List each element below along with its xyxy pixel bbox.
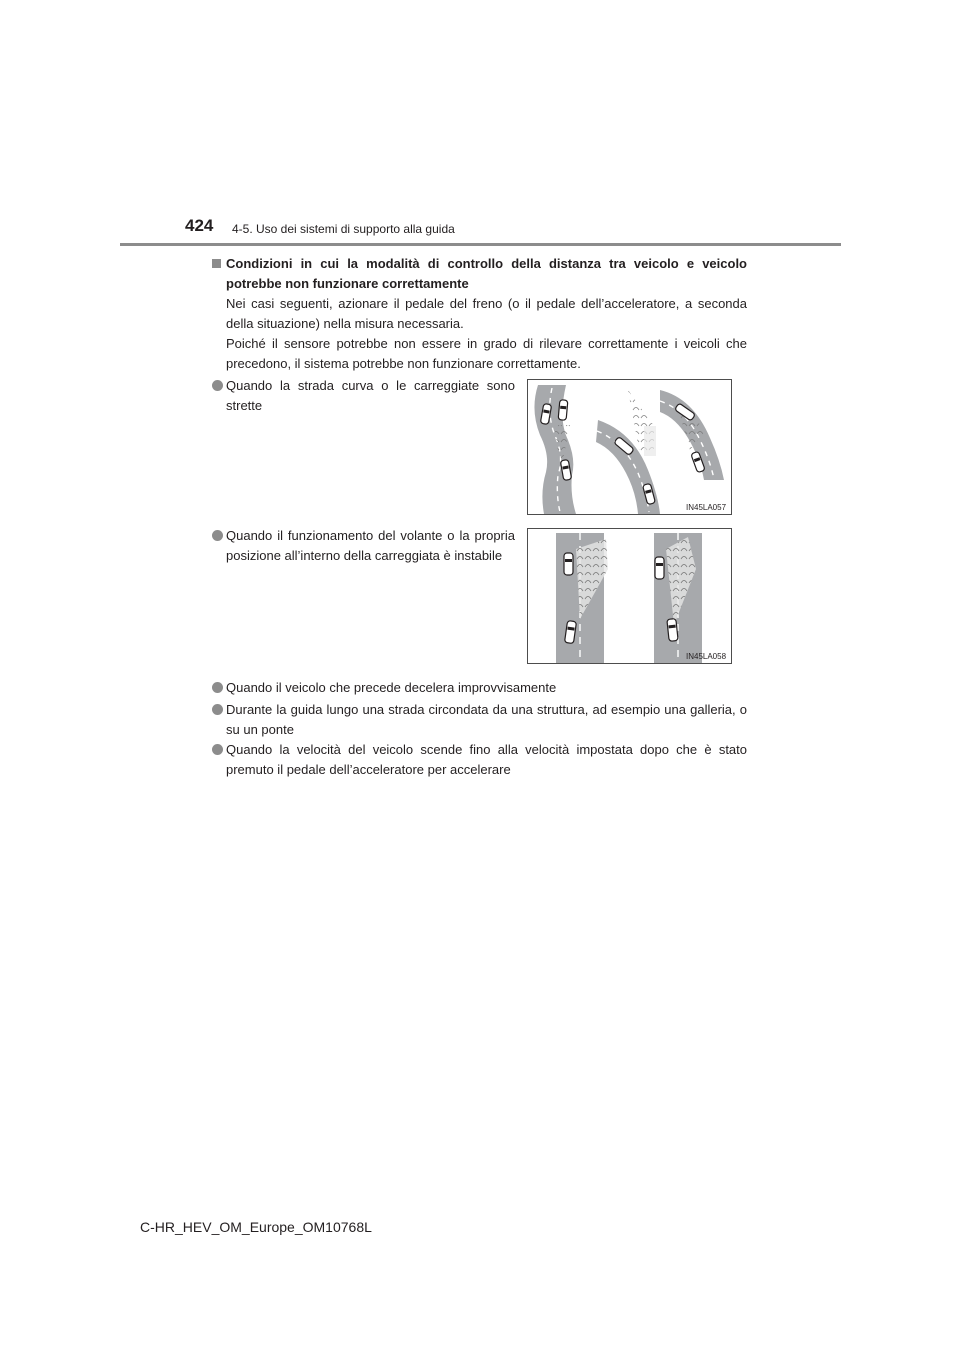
paragraph-sensor-warning: Poiché il sensore potrebbe non essere in grado di rilevare correttamente i veicoli che precedono, il sistema potrebbe non funzionare correttamente. [226,336,747,371]
subsection-heading [212,254,747,294]
round-bullet-icon [212,744,223,755]
list-item-text: Quando il funzionamento del volante o la propria posizione all’interno della carreggiata è instabile [226,528,515,563]
round-bullet-icon [212,682,223,693]
curved-roads-illustration [528,380,731,514]
list-item [212,376,515,416]
round-bullet-icon [212,380,223,391]
list-item [212,526,515,566]
page-number: 424 [185,216,214,235]
figure-code-label: IN45LA058 [686,652,727,661]
footer-document-code: C-HR_HEV_OM_Europe_OM10768L [140,1219,372,1235]
section-title: 4-5. Uso dei sistemi di supporto alla guida [232,222,455,236]
unstable-lane-position-illustration [528,529,731,663]
figure-curved-roads [527,379,732,515]
list-item-text: Quando il veicolo che precede decelera improvvisamente [226,680,557,695]
list-item-text: Durante la guida lungo una strada circondata da una struttura, ad esempio una galleria, o su un ponte [226,702,747,737]
square-bullet-icon [212,259,221,268]
list-item [212,678,747,698]
list-item [212,740,747,780]
list-item-text: Quando la velocità del veicolo scende fino alla velocità impostata dopo che è stato premuto il pedale dell’acceleratore per accelerare [226,742,747,777]
round-bullet-icon [212,530,223,541]
header-divider [120,243,841,246]
list-item [212,700,747,740]
subsection-heading-text: Condizioni in cui la modalità di controllo della distanza tra veicolo e veicolo potrebbe non funzionare correttamente [226,256,747,291]
paragraph-brake-advice: Nei casi seguenti, azionare il pedale del freno (o il pedale dell’acceleratore, a seconda della situazione) nella misura necessaria. [226,296,747,331]
figure-code-label: IN45LA057 [686,503,727,512]
list-item-text: Quando la strada curva o le carreggiate sono strette [226,378,515,413]
round-bullet-icon [212,704,223,715]
figure-straight-lane [527,528,732,664]
